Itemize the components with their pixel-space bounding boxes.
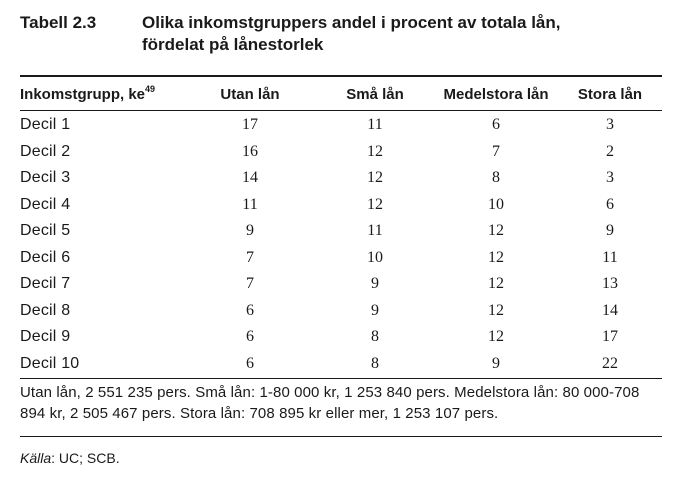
cell-sma: 8 bbox=[371, 328, 379, 345]
cell-medel: 12 bbox=[488, 301, 504, 319]
cell-sma: 9 bbox=[371, 275, 379, 292]
cell-utan: 9 bbox=[246, 222, 254, 239]
table-caption bbox=[20, 12, 680, 56]
table-row bbox=[20, 218, 662, 245]
cell-stora: 2 bbox=[606, 142, 614, 160]
table-row bbox=[20, 245, 662, 272]
header-utan: Utan lån bbox=[220, 86, 280, 103]
top-rule bbox=[20, 75, 662, 77]
row-label: Decil 5 bbox=[20, 222, 71, 239]
cell-stora: 17 bbox=[602, 328, 618, 345]
cell-sma: 12 bbox=[367, 169, 383, 186]
cell-sma: 12 bbox=[367, 195, 383, 213]
cell-medel: 12 bbox=[488, 222, 504, 239]
table-row bbox=[20, 192, 662, 219]
cell-medel: 12 bbox=[488, 248, 504, 266]
cell-utan: 17 bbox=[242, 116, 258, 133]
cell-sma: 12 bbox=[367, 142, 383, 160]
header-group bbox=[20, 84, 155, 103]
header-group-label: Inkomstgrupp, ke bbox=[20, 86, 146, 103]
row-label: Decil 2 bbox=[20, 142, 71, 160]
cell-utan: 14 bbox=[242, 169, 258, 186]
table-body bbox=[20, 112, 662, 377]
note-rule bbox=[20, 436, 662, 437]
row-label: Decil 6 bbox=[20, 248, 71, 266]
table-row bbox=[20, 298, 662, 325]
table-title: Olika inkomstgruppers andel i procent av totala lån, fördelat på lånestorlek bbox=[142, 13, 561, 54]
cell-utan: 7 bbox=[246, 275, 254, 292]
cell-utan: 6 bbox=[246, 328, 254, 345]
table-row bbox=[20, 324, 662, 351]
header-sma: Små lån bbox=[346, 86, 404, 103]
table-number: Tabell 2.3 bbox=[20, 13, 97, 32]
cell-medel: 8 bbox=[492, 169, 500, 186]
source-line bbox=[20, 450, 120, 466]
table-row bbox=[20, 112, 662, 139]
row-label: Decil 4 bbox=[20, 195, 71, 213]
table-row bbox=[20, 351, 662, 378]
cell-stora: 14 bbox=[602, 301, 618, 319]
table-header bbox=[20, 82, 662, 108]
cell-medel: 12 bbox=[488, 275, 504, 292]
cell-stora: 6 bbox=[606, 195, 614, 213]
cell-sma: 11 bbox=[367, 222, 383, 239]
row-label: Decil 3 bbox=[20, 169, 71, 186]
row-label: Decil 1 bbox=[20, 116, 71, 133]
cell-stora: 22 bbox=[602, 354, 618, 372]
row-label: Decil 10 bbox=[20, 354, 80, 372]
cell-medel: 6 bbox=[492, 116, 500, 133]
cell-utan: 11 bbox=[242, 195, 258, 213]
table-row bbox=[20, 165, 662, 192]
header-stora: Stora lån bbox=[577, 86, 643, 103]
row-label: Decil 8 bbox=[20, 301, 71, 319]
cell-medel: 10 bbox=[488, 195, 504, 213]
cell-sma: 9 bbox=[371, 301, 379, 319]
table-row bbox=[20, 139, 662, 166]
bottom-rule bbox=[20, 378, 662, 379]
source-label: Källa bbox=[20, 450, 52, 466]
cell-stora: 3 bbox=[606, 116, 614, 133]
header-footnote-ref: 49 bbox=[145, 84, 156, 94]
cell-utan: 6 bbox=[246, 301, 254, 319]
cell-sma: 10 bbox=[367, 248, 383, 266]
cell-stora: 13 bbox=[602, 275, 618, 292]
cell-medel: 7 bbox=[492, 142, 500, 160]
cell-medel: 9 bbox=[492, 354, 500, 372]
cell-sma: 8 bbox=[371, 354, 379, 372]
row-label: Decil 9 bbox=[20, 328, 71, 345]
row-label: Decil 7 bbox=[20, 275, 71, 292]
cell-utan: 16 bbox=[242, 142, 258, 160]
cell-medel: 12 bbox=[488, 328, 504, 345]
cell-sma: 11 bbox=[367, 116, 383, 133]
table-row bbox=[20, 271, 662, 298]
table-note: Utan lån, 2 551 235 pers. Små lån: 1-80 000 kr, 1 253 840 pers. Medelstora lån: 80 000-708 894 kr, 2 505 467 pers. Stora lån: 708 895 kr eller mer, 1 253 107 pers. bbox=[20, 384, 640, 422]
cell-stora: 3 bbox=[606, 169, 614, 186]
header-rule bbox=[20, 110, 662, 111]
cell-utan: 7 bbox=[246, 248, 254, 266]
cell-stora: 9 bbox=[606, 222, 614, 239]
source-text: : UC; SCB. bbox=[51, 450, 120, 466]
header-medel: Medelstora lån bbox=[443, 86, 549, 103]
cell-stora: 11 bbox=[602, 248, 618, 266]
cell-utan: 6 bbox=[246, 354, 254, 372]
